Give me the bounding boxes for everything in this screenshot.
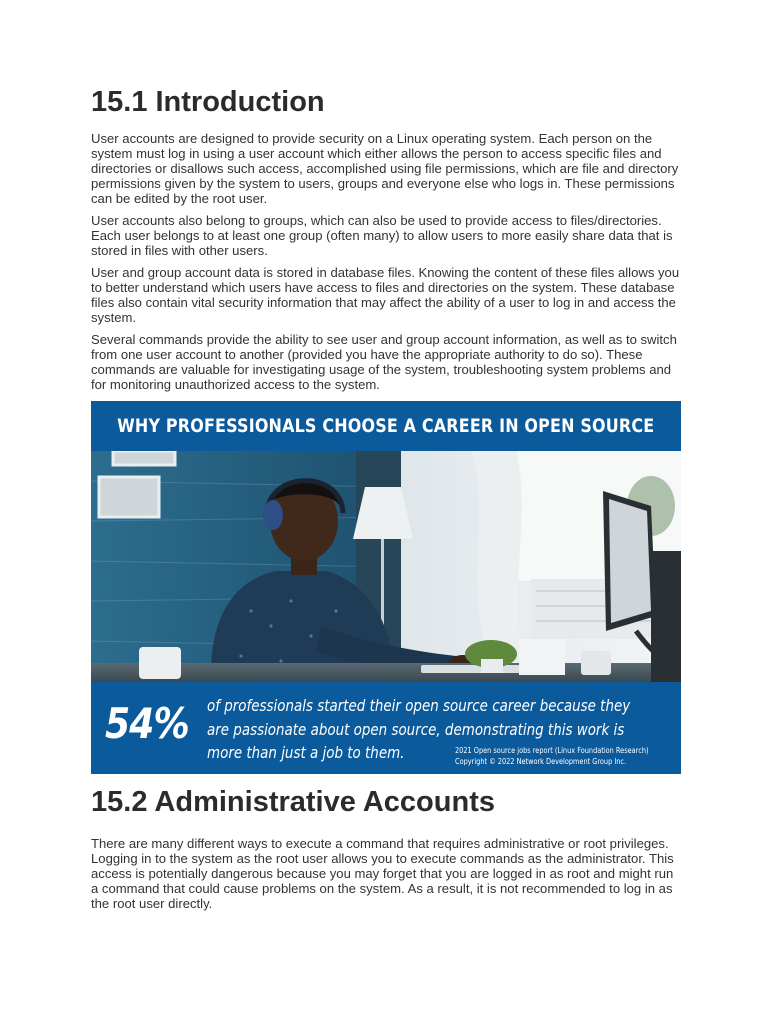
image-credit bbox=[455, 745, 649, 767]
paragraph: User and group account data is stored in database files. Knowing the content of these files allows you to better understand which users have access to files and directories on the system. These database files also contain vital security information that may affect the ability of a user to log in and access the system. bbox=[91, 265, 680, 325]
paragraph: Several commands provide the ability to see user and group account information, as well as to switch from one user account to another (provided you have the appropriate authority to do so). These commands are valuable for investigating usage of the system, troubleshooting system problems and for monitoring unauthorized access to the system. bbox=[91, 332, 677, 392]
paragraph: There are many different ways to execute a command that requires administrative or root privileges. Logging in to the system as the root user allows you to execute commands as the administrator. This access is potentially dangerous because you may forget that you are logged in as root and might run a command that could cause problems on the system. As a result, it is not recommended to log in as the root user directly. bbox=[91, 836, 674, 911]
statistic-value: 54% bbox=[105, 699, 189, 748]
credit-line: 2021 Open source jobs report (Linux Foundation Research) bbox=[455, 746, 649, 755]
professional-at-desk-photo bbox=[91, 451, 681, 682]
section-heading-administrative-accounts: 15.2 Administrative Accounts bbox=[91, 786, 495, 818]
infographic-banner bbox=[91, 401, 681, 451]
document-content bbox=[91, 84, 681, 918]
paragraph: User accounts also belong to groups, which can also be used to provide access to files/directories. Each user belongs to at least one group (often many) to allow users to more easily share data that is stored in files with other users. bbox=[91, 213, 673, 258]
statistic-panel bbox=[91, 682, 681, 774]
paragraph: User accounts are designed to provide security on a Linux operating system. Each person on the system must log in using a user account which either allows the person to access specific files and directories or disallows such access, accomplished using file permissions, which are file and directory permissions given by the system to users, groups and everyone else who logs in. These permissions can be edited by the root user. bbox=[91, 131, 679, 206]
section-heading-introduction: 15.1 Introduction bbox=[91, 86, 325, 118]
open-source-career-infographic bbox=[91, 401, 681, 774]
statistic-line: of professionals started their open source career because they bbox=[207, 696, 631, 715]
statistic-line: are passionate about open source, demonstrating this work is bbox=[207, 719, 625, 739]
infographic-headline: WHY PROFESSIONALS CHOOSE A CAREER IN OPEN SOURCE bbox=[117, 415, 655, 437]
credit-line: Copyright © 2022 Network Development Group Inc. bbox=[455, 757, 627, 766]
statistic-line: more than just a job to them. bbox=[207, 743, 405, 762]
